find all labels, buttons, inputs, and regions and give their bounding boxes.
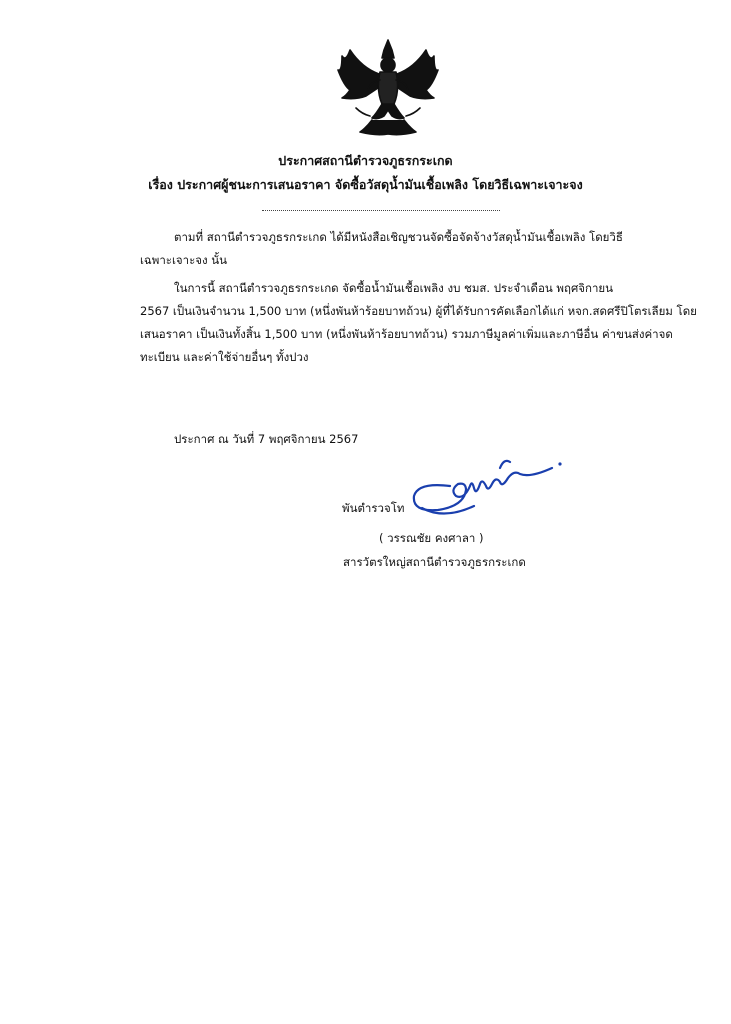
paragraph2-line4: ทะเบียน และค่าใช้จ่ายอื่นๆ ทั้งปวง <box>140 350 309 364</box>
paragraph1-line2: เฉพาะเจาะจง นั้น <box>140 253 228 267</box>
handwritten-signature <box>404 448 574 528</box>
paragraph2-line2: 2567 เป็นเงินจำนวน 1,500 บาท (หนึ่งพันห้าร้อยบาทถ้วน) ผู้ที่ได้รับการคัดเลือกได้แก่ หจก.สดศรีปิโตรเลียม โดย <box>140 304 697 318</box>
announcement-date: ประกาศ ณ วันที่ 7 พฤศจิกายน 2567 <box>174 432 359 446</box>
signatory-name: ( วรรณชัย คงศาลา ) <box>379 531 484 545</box>
signatory-position: สารวัตรใหญ่สถานีตำรวจภูธรกระเกด <box>343 555 526 569</box>
title-divider <box>262 210 500 211</box>
paragraph2-line3: เสนอราคา เป็นเงินทั้งสิ้น 1,500 บาท (หนึ่งพันห้าร้อยบาทถ้วน) รวมภาษีมูลค่าเพิ่มและภาษีอื่น ค่าขนส่งค่าจด <box>140 327 673 341</box>
paragraph2-line1: ในการนี้ สถานีตำรวจภูธรกระเกด จัดซื้อน้ำมันเชื้อเพลิง งบ ชมส. ประจำเดือน พฤศจิกายน <box>174 281 614 295</box>
document-subject: เรื่อง ประกาศผู้ชนะการเสนอราคา จัดซื้อวัสดุน้ำมันเชื้อเพลิง โดยวิธีเฉพาะเจาะจง <box>148 177 583 192</box>
paragraph1-line1: ตามที่ สถานีตำรวจภูธรกระเกด ได้มีหนังสือเชิญชวนจัดซื้อจัดจ้างวัสดุน้ำมันเชื้อเพลิง โดยวิธี <box>174 230 623 244</box>
signatory-rank: พันตำรวจโท <box>342 501 405 515</box>
document-title: ประกาศสถานีตำรวจภูธรกระเกด <box>278 153 453 168</box>
garuda-emblem-icon <box>332 38 444 138</box>
